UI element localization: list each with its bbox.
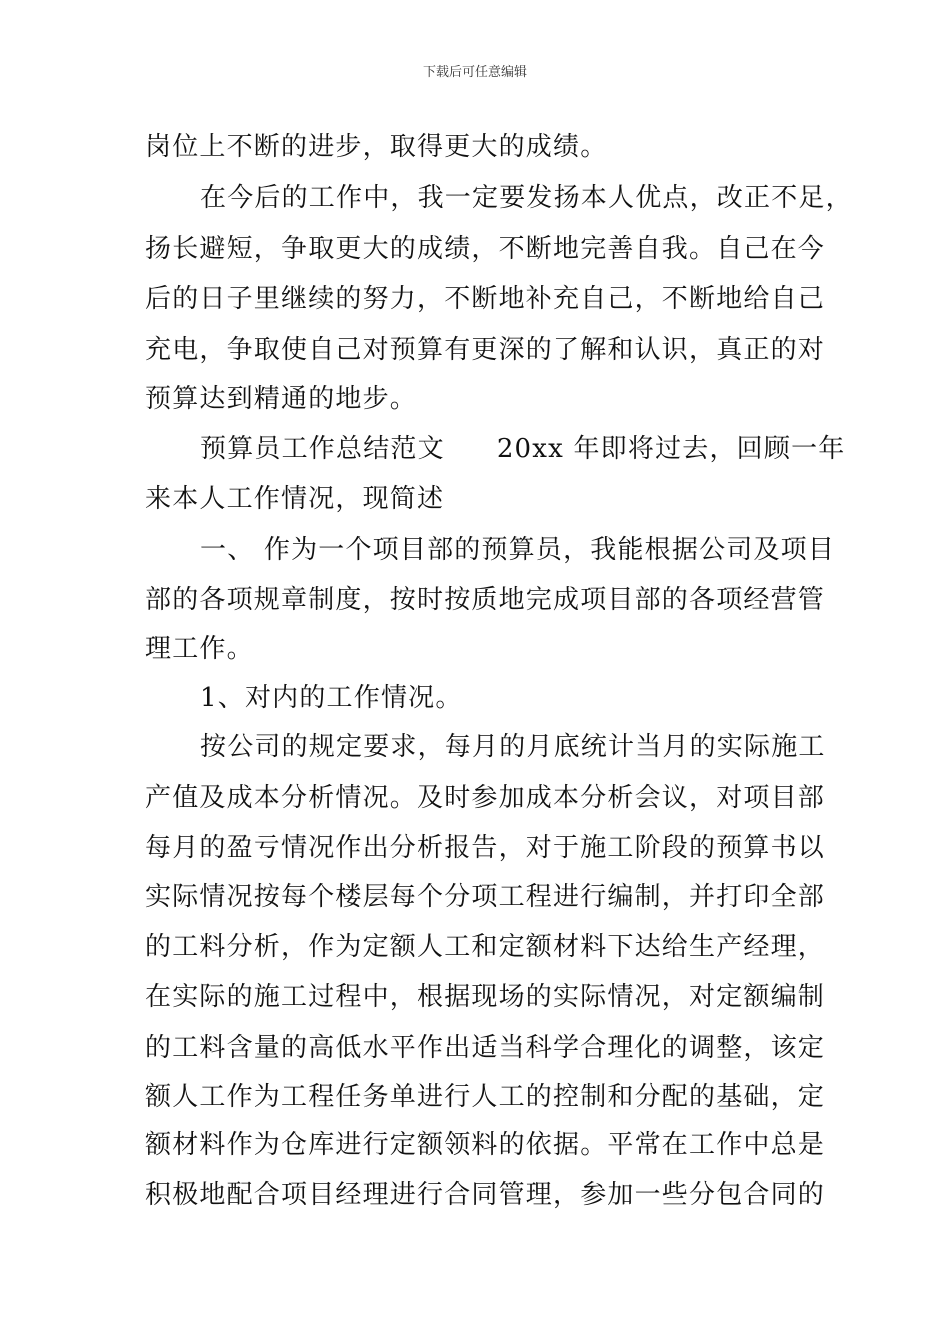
text-line: 按公司的规定要求，每月的月底统计当月的实际施工	[200, 732, 826, 762]
text-line: 后的日子里继续的努力，不断地补充自己，不断地给自己	[145, 284, 826, 314]
text-line: 额材料作为仓库进行定额领料的依据。平常在工作中总是	[145, 1130, 826, 1160]
text-line: 积极地配合项目经理进行合同管理，参加一些分包合同的	[145, 1180, 826, 1210]
text-line: 在今后的工作中，我一定要发扬本人优点，改正不足，	[200, 183, 853, 213]
subsection-heading: 1、对内的工作情况。	[200, 683, 463, 713]
text-line: 额人工作为工程任务单进行人工的控制和分配的基础，定	[145, 1082, 826, 1112]
text-line: 充电，争取使自己对预算有更深的了解和认识，真正的对	[145, 335, 826, 365]
text-line: 每月的盈亏情况作出分析报告，对于施工阶段的预算书以	[145, 833, 826, 863]
section-title: 预算员工作总结范文	[200, 434, 445, 464]
text-line: 产值及成本分析情况。及时参加成本分析会议，对项目部	[145, 783, 826, 813]
text-line: 来本人工作情况，现简述	[145, 484, 445, 514]
text-line: 的工料含量的高低水平作出适当科学合理化的调整，该定	[145, 1033, 826, 1063]
page-header-note: 下载后可任意编辑	[422, 65, 527, 80]
text-line: 部的各项规章制度，按时按质地完成项目部的各项经营管	[145, 585, 826, 615]
text-line: 扬长避短，争取更大的成绩，不断地完善自我。自己在今	[145, 234, 826, 264]
text-line: 实际情况按每个楼层每个分项工程进行编制，并打印全部	[145, 882, 826, 912]
text-line: 一、 作为一个项目部的预算员，我能根据公司及项目	[200, 535, 836, 565]
text-line	[200, 433, 846, 465]
text-line: 的工料分析，作为定额人工和定额材料下达给生产经理，	[145, 932, 826, 962]
text-line: 岗位上不断的进步，取得更大的成绩。	[145, 132, 608, 162]
text-line: 理工作。	[145, 634, 254, 664]
text-line: 预算达到精通的地步。	[145, 384, 418, 414]
text-line: 在实际的施工过程中，根据现场的实际情况，对定额编制	[145, 982, 826, 1012]
text-span: 20xx 年即将过去，回顾一年	[496, 434, 846, 464]
